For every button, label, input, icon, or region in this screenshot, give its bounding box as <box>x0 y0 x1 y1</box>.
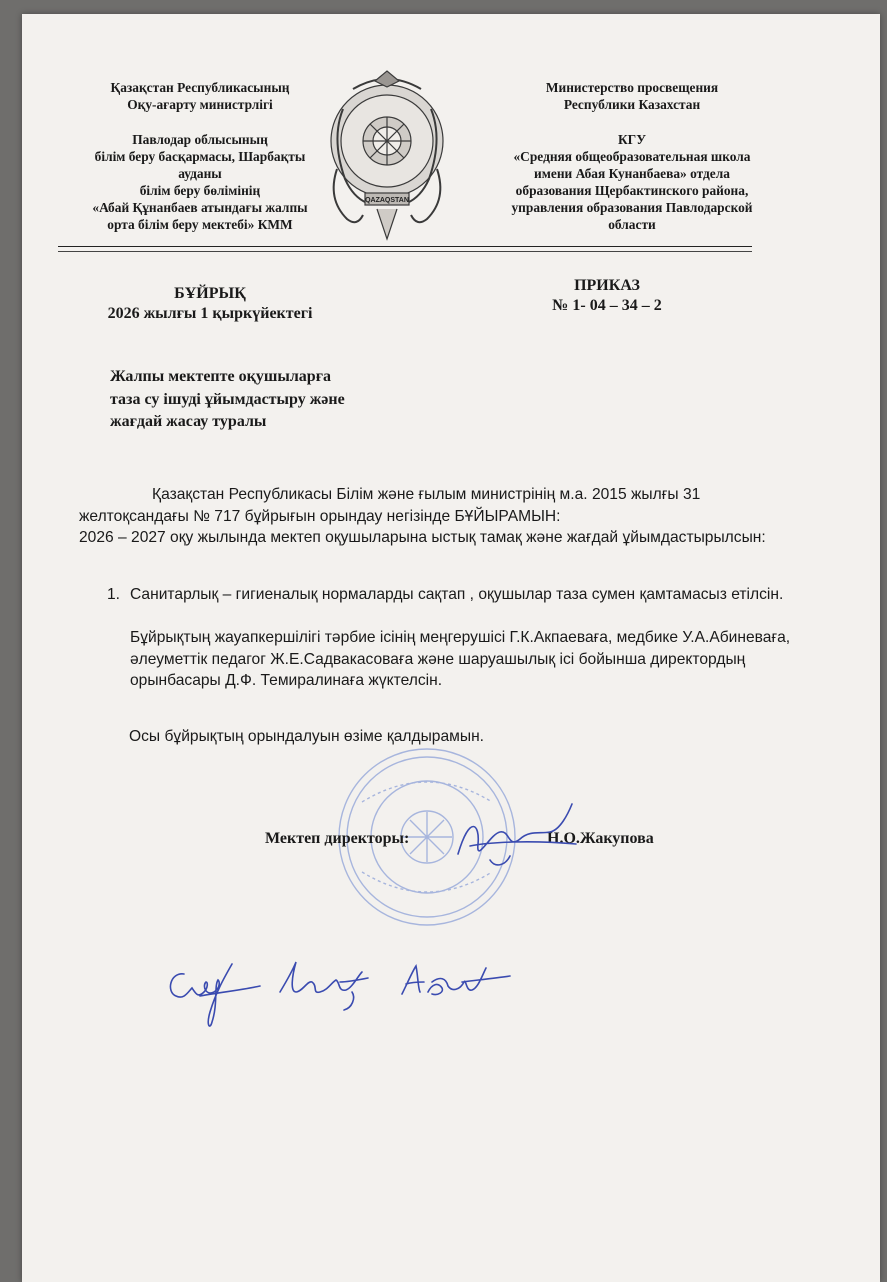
control-line: Осы бұйрықтың орындалуын өзіме қалдырамын. <box>129 728 485 745</box>
staff-signatures <box>162 952 512 1042</box>
header-divider-thin <box>58 251 752 252</box>
header-left-block <box>50 79 350 233</box>
header-left-line: білім беру бөлімінің <box>139 183 261 198</box>
header-left-line: «Абай Құнанбаев атындағы жалпы <box>92 200 308 215</box>
header-right-line: Министерство просвещения <box>545 80 719 95</box>
director-signature <box>450 794 580 874</box>
list-item-responsibility: Бұйрықтың жауапкершілігі тәрбие ісінің меңгерушісі Г.К.Акпаеваға, медбике У.А.Абиневаға, әлеуметтік педагог Ж.Е.Садвакасоваға және шаруашылық ісі бойынша директордың орынбасары Д.Ф. Темиралинаға жүктелсін. <box>130 629 791 689</box>
header-right-line: КГУ <box>617 132 647 147</box>
header-left-line: білім беру басқармасы, Шарбақты <box>94 149 306 164</box>
body-line2: 2026 – 2027 оқу жылында мектеп оқушыларына ыстық тамақ және жағдай ұйымдастырылсын: <box>79 529 766 546</box>
document-page <box>22 14 880 1282</box>
header-left-line: Павлодар облысының <box>132 132 268 147</box>
header-right-block <box>472 79 792 233</box>
emblem-text: QAZAQSTAN <box>365 197 409 204</box>
subject-line: Жалпы мектепте оқушыларға <box>110 368 331 385</box>
order-title-ru-text: ПРИКАЗ <box>574 277 640 294</box>
signature-line <box>265 830 654 848</box>
header-right-line: управления образования Павлодарской <box>511 200 753 215</box>
subject-line: таза су ішуді ұйымдастыру және <box>110 390 345 408</box>
signature-label: Мектеп директоры: <box>265 830 410 847</box>
header-right-line: имени Абая Кунанбаева» отдела <box>534 166 730 181</box>
body-intro: Қазақстан Республикасы Білім және ғылым министрінің м.а. 2015 жылғы 31 желтоқсандағы № 717 бұйрығын орындау негізінде БҰЙЫРАМЫН: <box>79 486 701 525</box>
order-date: 2026 жылғы 1 қыркүйектегі <box>107 305 313 322</box>
header-left-line: орта білім беру мектебі» КММ <box>107 217 293 232</box>
order-title-kz-text: БҰЙРЫҚ <box>174 285 246 302</box>
header-divider <box>58 246 752 247</box>
subject-line: жағдай жасау туралы <box>110 413 267 430</box>
order-number: № 1- 04 – 34 – 2 <box>552 297 662 314</box>
state-emblem-icon <box>323 69 451 249</box>
header-left-line: ауданы <box>178 166 222 181</box>
header-right-line: Республики Казахстан <box>563 97 701 112</box>
signature-name: Н.О.Жакупова <box>547 830 654 847</box>
header-right-line: области <box>608 217 656 232</box>
list-item-text: Санитарлық – гигиеналық нормаларды сақтап , оқушылар таза сумен қамтамасыз етілсін. <box>130 586 784 603</box>
order-title-ru <box>492 276 722 316</box>
order-subject <box>110 366 440 434</box>
list-item-number: 1. <box>107 586 121 603</box>
header-right-line: «Средняя общеобразовательная школа <box>513 149 751 164</box>
header-left-line: Қазақстан Республикасының <box>110 80 290 95</box>
header-right-line: образования Щербактинского района, <box>515 183 749 198</box>
header-left-line: Оқу-ағарту министрлігі <box>127 97 273 112</box>
order-title-kz <box>60 284 360 324</box>
